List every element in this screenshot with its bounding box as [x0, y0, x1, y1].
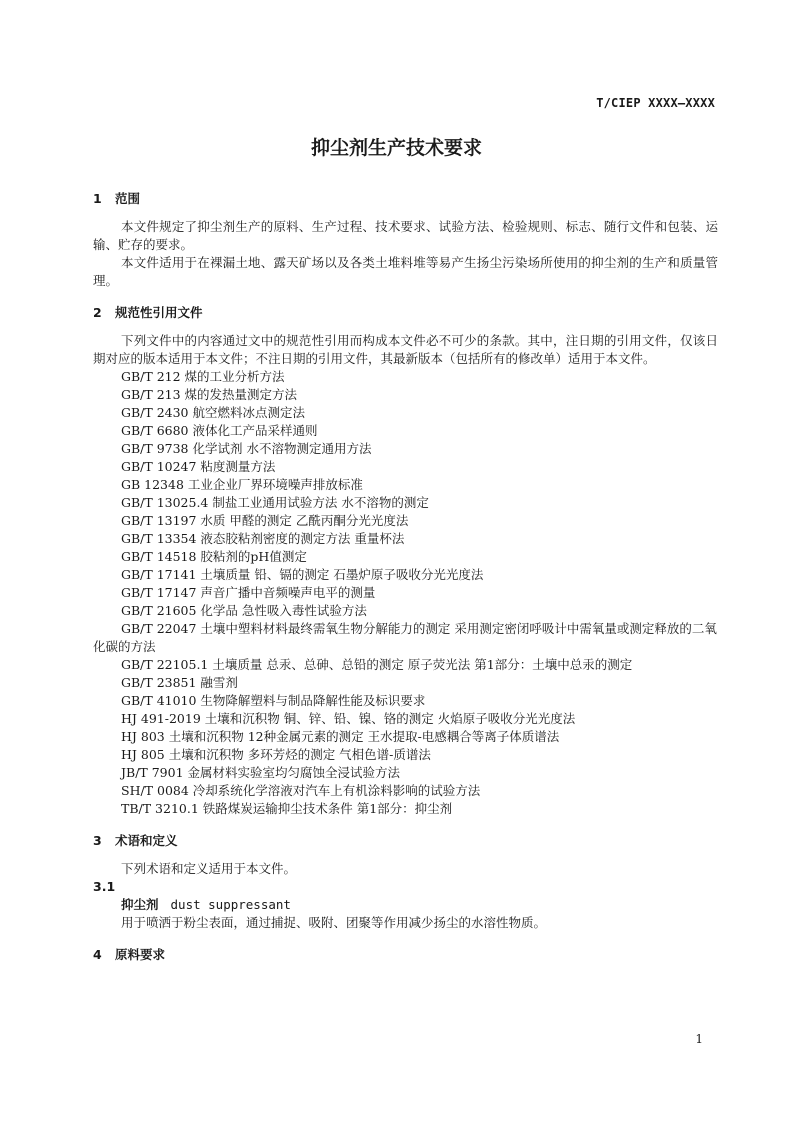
reference-item: GB/T 23851 融雪剂: [121, 675, 238, 690]
section-title: 原料要求: [115, 947, 166, 962]
section-title: 范围: [115, 191, 141, 206]
reference-item: GB/T 22105.1 土壤质量 总汞、总砷、总铅的测定 原子荧光法 第1部分：土壤中总汞的测定: [121, 657, 633, 672]
reference-item: GB/T 41010 生物降解塑料与制品降解性能及标识要求: [121, 693, 426, 708]
reference-item: GB/T 13354 液态胶粘剂密度的测定方法 重量杯法: [121, 531, 405, 546]
term-chinese: 抑尘剂: [121, 897, 159, 912]
document-code: T/CIEP XXXX—XXXX: [596, 96, 715, 110]
reference-item: JB/T 7901 金属材料实验室均匀腐蚀全浸试验方法: [121, 765, 401, 780]
paragraph: 本文件适用于在裸漏土地、露天矿场以及各类土堆料堆等易产生扬尘污染场所使用的抑尘剂的生产和质量管理。: [93, 255, 718, 288]
section-title: 规范性引用文件: [115, 305, 203, 320]
term-entry: [93, 896, 718, 914]
reference-item: GB/T 17141 土壤质量 铅、镉的测定 石墨炉原子吸收分光光度法: [121, 567, 484, 582]
term-number: 3.1: [93, 879, 116, 894]
section-title: 术语和定义: [115, 833, 178, 848]
reference-item: GB/T 212 煤的工业分析方法: [121, 369, 285, 384]
reference-item: HJ 491-2019 土壤和沉积物 铜、锌、铅、镍、铬的测定 火焰原子吸收分光光度法: [121, 711, 576, 726]
reference-item: GB/T 17147 声音广播中音频噪声电平的测量: [121, 585, 376, 600]
reference-item: GB/T 2430 航空燃料冰点测定法: [121, 405, 305, 420]
reference-item: GB/T 13197 水质 甲醛的测定 乙酰丙酮分光光度法: [121, 513, 409, 528]
reference-item: GB/T 10247 粘度测量方法: [121, 459, 276, 474]
reference-list: [93, 368, 718, 818]
reference-item: GB 12348 工业企业厂界环境噪声排放标准: [121, 477, 363, 492]
reference-item: GB/T 213 煤的发热量测定方法: [121, 387, 298, 402]
reference-item: GB/T 13025.4 制盐工业通用试验方法 水不溶物的测定: [121, 495, 429, 510]
section-number: 4: [93, 947, 102, 962]
section-2-heading: [93, 304, 718, 322]
section-3-heading: [93, 832, 718, 850]
reference-item: GB/T 22047 土壤中塑料材料最终需氧生物分解能力的测定 采用测定密闭呼吸计中需氧量或测定释放的二氧化碳的方法: [93, 621, 717, 654]
paragraph: 下列术语和定义适用于本文件。: [121, 861, 297, 876]
paragraph: 本文件规定了抑尘剂生产的原料、生产过程、技术要求、试验方法、检验规则、标志、随行文件和包装、运输、贮存的要求。: [93, 219, 718, 252]
reference-item: TB/T 3210.1 铁路煤炭运输抑尘技术条件 第1部分：抑尘剂: [121, 801, 453, 816]
page-number: 1: [695, 1032, 703, 1046]
section-number: 1: [93, 191, 102, 206]
reference-item: GB/T 6680 液体化工产品采样通则: [121, 423, 318, 438]
section-1-heading: [93, 190, 718, 208]
document-title: 抑尘剂生产技术要求: [310, 137, 482, 159]
reference-item: GB/T 21605 化学品 急性吸入毒性试验方法: [121, 603, 367, 618]
reference-item: SH/T 0084 冷却系统化学溶液对汽车上有机涂料影响的试验方法: [121, 783, 481, 798]
section-4-heading: [93, 946, 718, 964]
term-definition: 用于喷洒于粉尘表面，通过捕捉、吸附、团聚等作用减少扬尘的水溶性物质。: [121, 915, 547, 930]
document-body: [93, 190, 718, 964]
reference-item: HJ 805 土壤和沉积物 多环芳烃的测定 气相色谱-质谱法: [121, 747, 431, 762]
reference-item: GB/T 9738 化学试剂 水不溶物测定通用方法: [121, 441, 372, 456]
section-number: 2: [93, 305, 102, 320]
term-english: dust suppressant: [170, 897, 291, 912]
paragraph: 下列文件中的内容通过文中的规范性引用而构成本文件必不可少的条款。其中，注日期的引用文件，仅该日期对应的版本适用于本文件；不注日期的引用文件，其最新版本（包括所有的修改单）适用于本文件。: [93, 333, 718, 366]
section-number: 3: [93, 833, 102, 848]
reference-item: HJ 803 土壤和沉积物 12种金属元素的测定 王水提取-电感耦合等离子体质谱法: [121, 729, 560, 744]
reference-item: GB/T 14518 胶粘剂的pH值测定: [121, 549, 307, 564]
